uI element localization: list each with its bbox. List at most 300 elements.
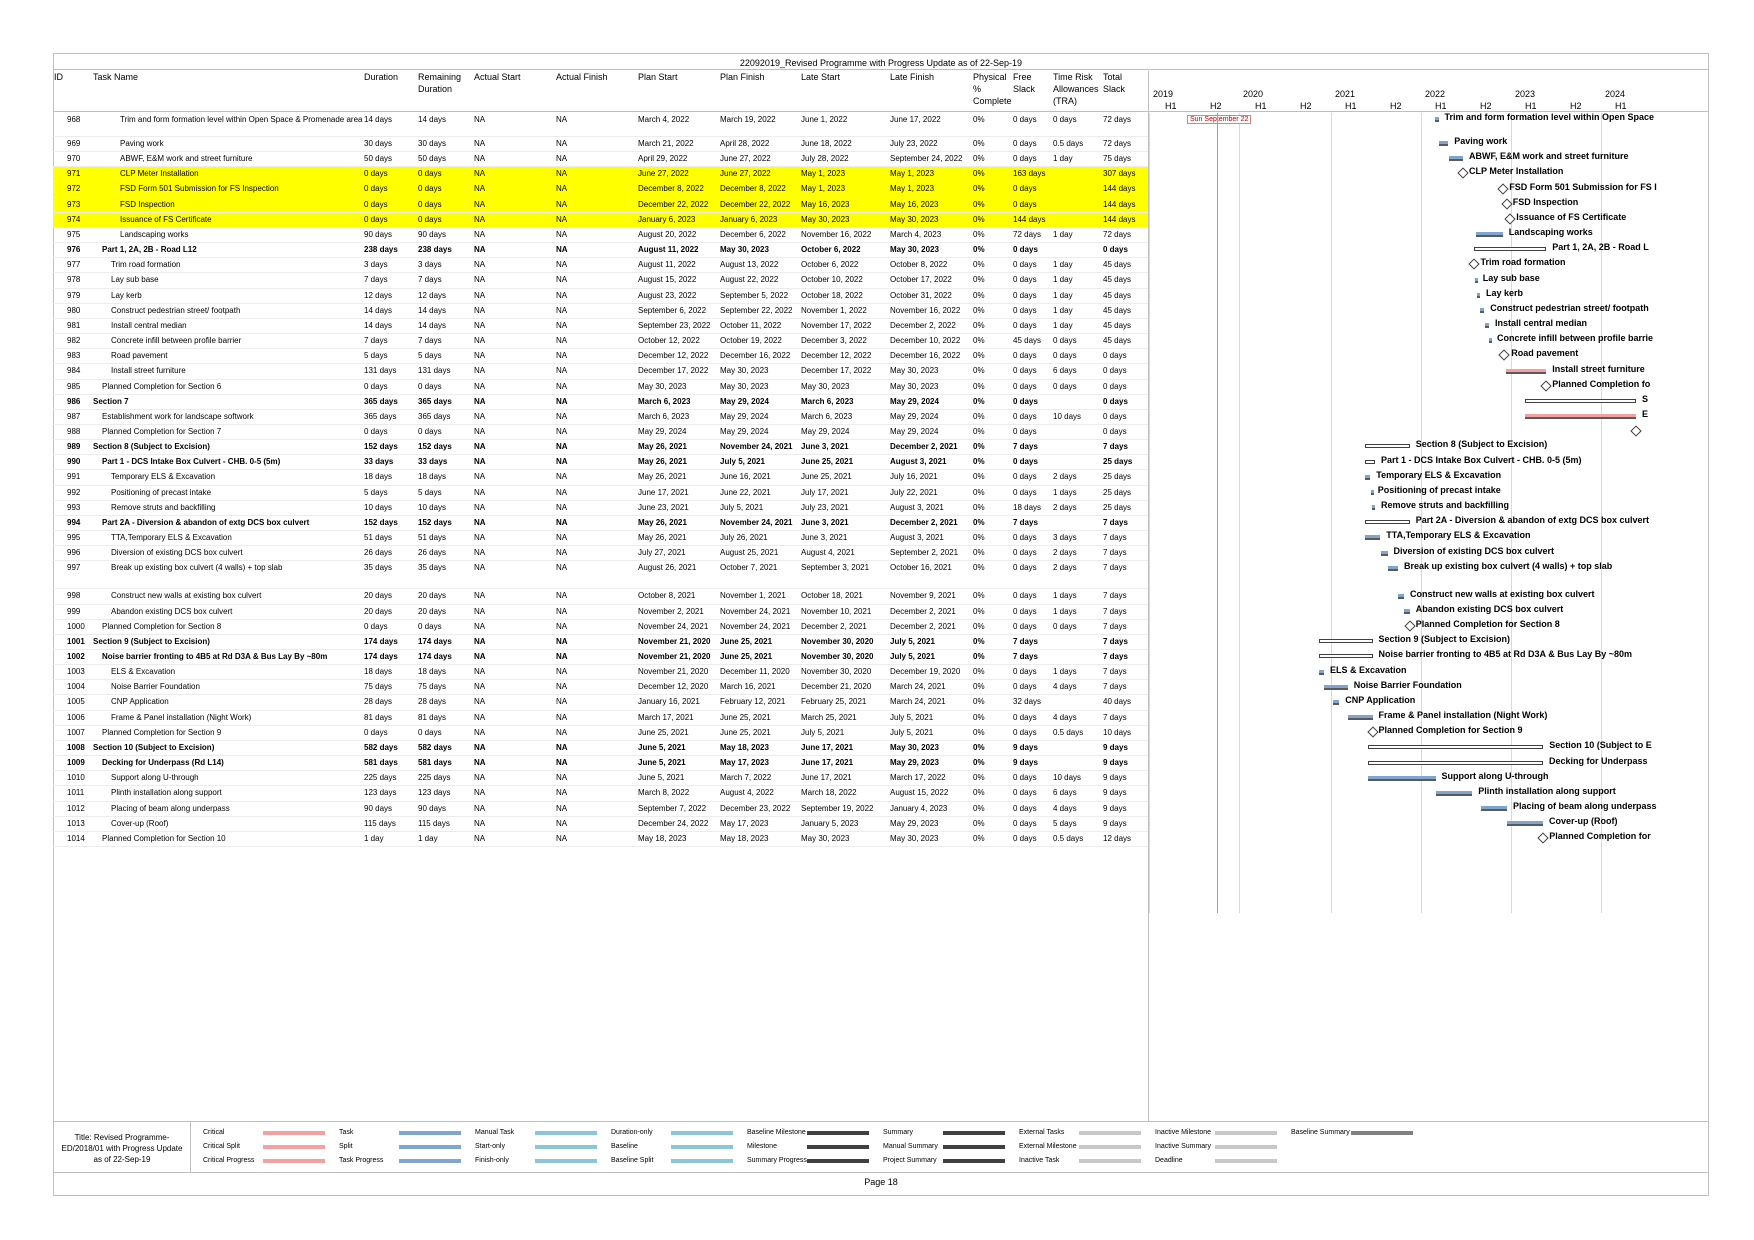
- cell-pf: March 19, 2022: [720, 115, 776, 124]
- table-row[interactable]: [53, 395, 1148, 410]
- cell-pf: October 11, 2022: [720, 320, 782, 330]
- table-row[interactable]: [53, 817, 1148, 832]
- table-row[interactable]: [53, 113, 1148, 137]
- cell-pf: November 24, 2021: [720, 606, 791, 616]
- summary-bar[interactable]: [1365, 460, 1375, 464]
- cell-lf: December 10, 2022: [890, 336, 961, 346]
- gantt-bar-label: Construct new walls at existing box culvert: [1410, 588, 1595, 599]
- cell-lf: October 17, 2022: [890, 275, 952, 285]
- table-row[interactable]: [53, 486, 1148, 501]
- cell-as: NA: [474, 621, 486, 631]
- cell-fs: 0 days: [1013, 290, 1037, 300]
- cell-dur: 131 days: [364, 366, 397, 376]
- cell-dur: 0 days: [364, 169, 388, 179]
- col-header-free-slack[interactable]: Free Slack: [1013, 72, 1036, 94]
- gantt-bar-label: Planned Completion fo: [1552, 378, 1651, 389]
- cell-lf: March 4, 2023: [890, 229, 942, 239]
- gantt-bar-label: CNP Application: [1345, 694, 1416, 705]
- task-bar[interactable]: [1398, 594, 1404, 599]
- cell-as: NA: [474, 548, 486, 558]
- cell-lf: August 15, 2022: [890, 788, 949, 798]
- milestone-marker[interactable]: [1505, 213, 1516, 224]
- cell-lf: July 5, 2021: [890, 652, 935, 661]
- cell-ps: June 25, 2021: [638, 727, 689, 737]
- task-bar[interactable]: [1371, 490, 1374, 495]
- cell-dur: 0 days: [364, 621, 388, 631]
- cell-af: NA: [556, 381, 568, 391]
- cell-ts: 0 days: [1103, 366, 1127, 376]
- cell-tra: 10 days: [1053, 773, 1082, 783]
- task-bar[interactable]: [1372, 505, 1375, 510]
- cell-dur: 0 days: [364, 727, 388, 737]
- task-bar[interactable]: [1365, 475, 1370, 480]
- cell-lf: October 16, 2021: [890, 563, 952, 573]
- table-row[interactable]: [53, 152, 1148, 167]
- cell-pc: 0%: [973, 351, 985, 361]
- table-row[interactable]: [53, 695, 1148, 710]
- table-row[interactable]: [53, 213, 1148, 228]
- cell-rem: 20 days: [418, 591, 447, 601]
- gantt-bar-label: Abandon existing DCS box culvert: [1415, 603, 1564, 614]
- cell-ts: 7 days: [1103, 667, 1127, 677]
- summary-bar[interactable]: [1319, 639, 1373, 643]
- cell-pc: 0%: [973, 366, 985, 376]
- cell-as: NA: [474, 472, 486, 482]
- cell-pf: December 16, 2022: [720, 351, 791, 361]
- table-row[interactable]: [53, 137, 1148, 152]
- table-row[interactable]: [53, 349, 1148, 364]
- cell-af: NA: [556, 260, 568, 270]
- table-row[interactable]: [53, 516, 1148, 531]
- cell-pc: 0%: [973, 472, 985, 482]
- cell-dur: 90 days: [364, 803, 393, 813]
- cell-af: NA: [556, 396, 568, 406]
- cell-rem: 12 days: [418, 290, 447, 300]
- table-row[interactable]: [53, 680, 1148, 695]
- cell-tra: 1 day: [1053, 320, 1073, 330]
- cell-name: Temporary ELS & Excavation: [111, 472, 216, 482]
- legend-symbol: [943, 1159, 1005, 1163]
- cell-rem: 35 days: [418, 563, 447, 573]
- cell-rem: 26 days: [418, 548, 447, 558]
- timescale-half: H2: [1210, 101, 1222, 111]
- col-header-late-finish[interactable]: Late Finish: [890, 72, 935, 82]
- cell-tra: 1 days: [1053, 667, 1077, 677]
- table-row[interactable]: [53, 167, 1148, 182]
- cell-ts: 7 days: [1103, 636, 1128, 646]
- cell-tra: 0.5 days: [1053, 139, 1084, 148]
- cell-lf: May 30, 2023: [890, 366, 939, 376]
- cell-id: 982: [67, 336, 81, 346]
- table-row[interactable]: [53, 786, 1148, 801]
- summary-bar[interactable]: [1525, 399, 1636, 403]
- cell-ls: June 3, 2021: [801, 442, 849, 452]
- table-row[interactable]: [53, 334, 1148, 349]
- gantt-bar-label: Positioning of precast intake: [1377, 484, 1501, 495]
- legend-item-label: Duration-only: [611, 1129, 653, 1136]
- cell-name: FSD Inspection: [120, 199, 175, 209]
- table-header-rule: [53, 111, 1148, 112]
- cell-lf: December 2, 2021: [890, 621, 956, 631]
- table-row[interactable]: [53, 319, 1148, 334]
- gantt-bar-label: FSD Form 501 Submission for FS I: [1509, 181, 1657, 192]
- legend-symbol: [1079, 1131, 1141, 1135]
- cell-rem: 152 days: [418, 442, 452, 452]
- cell-lf: March 24, 2021: [890, 682, 946, 692]
- milestone-marker[interactable]: [1468, 259, 1479, 270]
- cell-af: NA: [556, 305, 568, 315]
- cell-af: NA: [556, 563, 568, 573]
- task-bar[interactable]: [1476, 232, 1503, 237]
- cell-pf: June 25, 2021: [720, 712, 771, 722]
- table-row[interactable]: [53, 364, 1148, 379]
- cell-id: 997: [67, 563, 81, 573]
- summary-bar[interactable]: [1319, 654, 1373, 658]
- table-row[interactable]: [53, 635, 1148, 650]
- gantt-bar-label: Cover-up (Roof): [1549, 816, 1618, 827]
- cell-fs: 0 days: [1013, 591, 1037, 601]
- cell-dur: 12 days: [364, 290, 393, 300]
- cell-fs: 0 days: [1013, 487, 1037, 497]
- table-row[interactable]: [53, 771, 1148, 786]
- cell-fs: 7 days: [1013, 442, 1038, 452]
- table-row[interactable]: [53, 501, 1148, 516]
- cell-fs: 163 days: [1013, 169, 1046, 179]
- table-row[interactable]: [53, 726, 1148, 741]
- cell-dur: 7 days: [364, 275, 388, 285]
- legend-item-label: External Milestone: [1019, 1143, 1077, 1150]
- cell-ts: 9 days: [1103, 803, 1127, 813]
- cell-pf: March 16, 2021: [720, 682, 776, 692]
- cell-ts: 7 days: [1103, 621, 1127, 631]
- table-row[interactable]: [53, 182, 1148, 197]
- cell-ls: December 3, 2022: [801, 336, 867, 346]
- col-header-plan-start[interactable]: Plan Start: [638, 72, 678, 82]
- table-row[interactable]: [53, 589, 1148, 604]
- table-row[interactable]: [53, 440, 1148, 455]
- cell-lf: July 5, 2021: [890, 636, 935, 646]
- cell-dur: 75 days: [364, 682, 393, 692]
- table-row[interactable]: [53, 380, 1148, 395]
- summary-bar[interactable]: [1474, 247, 1546, 251]
- table-row[interactable]: [53, 756, 1148, 771]
- cell-dur: 20 days: [364, 591, 393, 601]
- cell-pc: 0%: [973, 517, 985, 527]
- table-row[interactable]: [53, 741, 1148, 756]
- summary-bar[interactable]: [1365, 520, 1410, 524]
- legend-symbol: [1215, 1145, 1277, 1149]
- cell-pc: 0%: [973, 697, 985, 707]
- page-number: Page 18: [864, 1177, 898, 1187]
- cell-id: 991: [67, 472, 81, 482]
- cell-rem: 90 days: [418, 229, 447, 239]
- cell-tra: 0.5 days: [1053, 727, 1084, 737]
- col-header-total-slack[interactable]: Total Slack: [1103, 72, 1126, 94]
- cell-rem: 51 days: [418, 533, 447, 543]
- gantt-bar-label: Install central median: [1495, 318, 1588, 329]
- cell-fs: 0 days: [1013, 788, 1037, 798]
- cell-ts: 45 days: [1103, 336, 1132, 346]
- cell-lf: December 2, 2021: [890, 517, 958, 527]
- cell-ls: May 30, 2023: [801, 833, 850, 843]
- task-bar[interactable]: [1477, 293, 1480, 298]
- cell-dur: 152 days: [364, 517, 398, 527]
- cell-pf: August 13, 2022: [720, 260, 779, 270]
- task-bar[interactable]: [1319, 670, 1324, 675]
- summary-bar[interactable]: [1368, 761, 1544, 765]
- cell-tra: 4 days: [1053, 712, 1077, 722]
- cell-lf: December 2, 2021: [890, 442, 958, 452]
- cell-af: NA: [556, 591, 568, 601]
- cell-id: 984: [67, 366, 81, 376]
- col-header-actual-finish[interactable]: Actual Finish: [556, 72, 608, 82]
- table-row[interactable]: [53, 243, 1148, 258]
- cell-name: Planned Completion for Section 8: [102, 621, 222, 631]
- task-bar[interactable]: [1368, 776, 1436, 781]
- table-row[interactable]: [53, 561, 1148, 589]
- cell-lf: October 8, 2022: [890, 260, 948, 270]
- task-bar[interactable]: [1333, 700, 1340, 705]
- cell-ts: 7 days: [1103, 682, 1127, 692]
- cell-fs: 0 days: [1013, 154, 1037, 164]
- col-header-id[interactable]: ID: [54, 72, 63, 82]
- cell-pc: 0%: [973, 199, 985, 209]
- cell-as: NA: [474, 563, 486, 573]
- legend-divider: [190, 1122, 191, 1172]
- table-row[interactable]: [53, 711, 1148, 726]
- cell-rem: 0 days: [418, 169, 442, 179]
- cell-pf: June 27, 2022: [720, 169, 771, 179]
- cell-pc: 0%: [973, 667, 985, 677]
- cell-pf: December 11, 2020: [720, 667, 790, 677]
- cell-as: NA: [474, 591, 486, 601]
- table-row[interactable]: [53, 425, 1148, 440]
- task-bar[interactable]: [1480, 308, 1484, 313]
- cell-as: NA: [474, 320, 486, 330]
- year-gridline: [1331, 113, 1332, 913]
- gantt-bar-label: Diversion of existing DCS box culvert: [1393, 545, 1555, 556]
- cell-ps: March 6, 2023: [638, 396, 691, 406]
- legend-symbol: [943, 1131, 1005, 1135]
- cell-pf: December 6, 2022: [720, 229, 786, 239]
- timescale-half: H1: [1525, 101, 1537, 111]
- cell-pc: 0%: [973, 487, 985, 497]
- table-row[interactable]: [53, 531, 1148, 546]
- col-header-late-start[interactable]: Late Start: [801, 72, 841, 82]
- cell-tra: 0.5 days: [1053, 833, 1084, 843]
- legend-item-label: Critical Progress: [203, 1157, 255, 1164]
- cell-ps: August 15, 2022: [638, 275, 697, 285]
- cell-pf: November 24, 2021: [720, 442, 793, 452]
- cell-fs: 0 days: [1013, 320, 1037, 330]
- task-bar[interactable]: [1449, 156, 1464, 161]
- cell-dur: 14 days: [364, 115, 393, 124]
- summary-bar[interactable]: [1368, 745, 1544, 749]
- col-header-plan-finish[interactable]: Plan Finish: [720, 72, 765, 82]
- milestone-marker[interactable]: [1498, 183, 1509, 194]
- cell-as: NA: [474, 290, 486, 300]
- milestone-marker[interactable]: [1457, 168, 1468, 179]
- task-bar[interactable]: [1436, 791, 1473, 796]
- cell-af: NA: [556, 320, 568, 330]
- cell-as: NA: [474, 502, 486, 512]
- cell-ls: February 25, 2021: [801, 697, 867, 707]
- table-row[interactable]: [53, 665, 1148, 680]
- cell-pf: October 7, 2021: [720, 563, 778, 573]
- cell-fs: 9 days: [1013, 758, 1038, 768]
- task-bar[interactable]: [1489, 338, 1492, 343]
- milestone-marker[interactable]: [1630, 426, 1641, 437]
- cell-fs: 9 days: [1013, 742, 1038, 752]
- cell-ps: January 6, 2023: [638, 214, 696, 224]
- cell-ps: December 22, 2022: [638, 199, 709, 209]
- cell-tra: 1 day: [1053, 275, 1073, 285]
- cell-dur: 0 days: [364, 381, 388, 391]
- table-row[interactable]: [53, 470, 1148, 485]
- cell-ts: 7 days: [1103, 442, 1128, 452]
- gantt-bar-label: Install street furniture: [1552, 363, 1645, 374]
- cell-fs: 18 days: [1013, 502, 1042, 512]
- cell-id: 987: [67, 411, 81, 421]
- cell-ps: May 26, 2021: [638, 533, 687, 543]
- col-header-actual-start[interactable]: Actual Start: [474, 72, 521, 82]
- cell-as: NA: [474, 833, 486, 843]
- task-bar[interactable]: [1365, 535, 1380, 540]
- cell-fs: 7 days: [1013, 636, 1038, 646]
- gantt-bar-label: Planned Completion for Section 9: [1378, 725, 1523, 736]
- col-header-remaining-duration[interactable]: Remaining Duration: [418, 72, 462, 94]
- milestone-marker[interactable]: [1367, 727, 1378, 738]
- cell-ps: November 21, 2020: [638, 667, 709, 677]
- cell-ps: December 17, 2022: [638, 366, 709, 376]
- task-bar[interactable]: [1439, 141, 1448, 146]
- cell-ps: June 17, 2021: [638, 487, 689, 497]
- cell-af: NA: [556, 502, 568, 512]
- legend-symbol: [671, 1159, 733, 1163]
- cell-id: 971: [67, 169, 81, 179]
- legend-item-label: Summary: [883, 1129, 913, 1136]
- task-bar[interactable]: [1481, 806, 1508, 811]
- cell-ls: May 16, 2023: [801, 199, 850, 209]
- cell-ts: 9 days: [1103, 773, 1127, 783]
- cell-name: Install street furniture: [111, 366, 186, 376]
- cell-pc: 0%: [973, 591, 985, 601]
- task-bar[interactable]: [1404, 609, 1410, 614]
- table-row[interactable]: [53, 546, 1148, 561]
- cell-id: 1008: [67, 742, 85, 752]
- task-bar[interactable]: [1348, 715, 1373, 720]
- cell-as: NA: [474, 742, 486, 752]
- col-header-duration[interactable]: Duration: [364, 72, 399, 82]
- cell-dur: 90 days: [364, 229, 393, 239]
- milestone-marker[interactable]: [1404, 620, 1415, 631]
- gantt-bar-label: Support along U-through: [1441, 770, 1549, 781]
- table-row[interactable]: [53, 258, 1148, 273]
- table-row[interactable]: [53, 802, 1148, 817]
- task-bar[interactable]: [1525, 414, 1636, 419]
- timescale-year: 2021: [1335, 89, 1356, 99]
- cell-pc: 0%: [973, 229, 985, 239]
- task-bar[interactable]: [1435, 117, 1439, 122]
- cell-lf: May 30, 2023: [890, 245, 939, 255]
- milestone-marker[interactable]: [1541, 380, 1552, 391]
- table-row[interactable]: [53, 198, 1148, 213]
- cell-tra: 1 day: [1053, 260, 1073, 270]
- table-row[interactable]: [53, 605, 1148, 620]
- cell-af: NA: [556, 411, 568, 421]
- task-bar[interactable]: [1507, 821, 1543, 826]
- cell-pc: 0%: [973, 563, 985, 573]
- cell-pf: June 16, 2021: [720, 472, 771, 482]
- cell-af: NA: [556, 697, 568, 707]
- cell-id: 1001: [67, 636, 85, 646]
- task-bar[interactable]: [1475, 278, 1478, 283]
- task-bar[interactable]: [1485, 323, 1490, 328]
- cell-pc: 0%: [973, 457, 985, 467]
- cell-rem: 174 days: [418, 636, 452, 646]
- cell-ts: 9 days: [1103, 742, 1128, 752]
- cell-rem: 123 days: [418, 788, 451, 798]
- cell-ts: 40 days: [1103, 697, 1132, 707]
- table-row[interactable]: [53, 228, 1148, 243]
- cell-lf: May 30, 2023: [890, 742, 939, 752]
- cell-fs: 0 days: [1013, 366, 1037, 376]
- cell-as: NA: [474, 818, 486, 828]
- table-row[interactable]: [53, 304, 1148, 319]
- col-header-physical-complete[interactable]: Physical % Complete: [973, 72, 1012, 106]
- task-bar[interactable]: [1381, 551, 1388, 556]
- cell-dur: 50 days: [364, 154, 393, 164]
- cell-as: NA: [474, 336, 486, 346]
- cell-af: NA: [556, 290, 568, 300]
- cell-pf: May 18, 2023: [720, 833, 769, 843]
- cell-name: Frame & Panel installation (Night Work): [111, 712, 252, 722]
- timescale-year: 2019: [1153, 89, 1174, 99]
- cell-rem: 7 days: [418, 336, 442, 346]
- cell-pf: May 17, 2023: [720, 758, 769, 768]
- cell-pc: 0%: [973, 442, 985, 452]
- cell-ts: 144 days: [1103, 214, 1136, 224]
- table-row[interactable]: [53, 410, 1148, 425]
- header-rule: [53, 69, 1709, 70]
- cell-ps: May 30, 2023: [638, 381, 687, 391]
- cell-dur: 14 days: [364, 320, 393, 330]
- summary-bar[interactable]: [1365, 444, 1410, 448]
- legend-symbol: [807, 1159, 869, 1163]
- task-bar[interactable]: [1324, 685, 1348, 690]
- table-row[interactable]: [53, 289, 1148, 304]
- milestone-marker[interactable]: [1499, 350, 1510, 361]
- cell-fs: 0 days: [1013, 712, 1037, 722]
- legend-symbol: [807, 1145, 869, 1149]
- col-header-tra[interactable]: Time Risk Allowances (TRA): [1053, 72, 1099, 106]
- table-row[interactable]: [53, 273, 1148, 288]
- table-row[interactable]: [53, 832, 1148, 847]
- col-header-task-name[interactable]: Task Name: [93, 72, 139, 82]
- cell-id: 1014: [67, 833, 85, 843]
- table-row[interactable]: [53, 650, 1148, 665]
- table-row[interactable]: [53, 620, 1148, 635]
- legend-item-label: Deadline: [1155, 1157, 1183, 1164]
- cell-dur: 365 days: [364, 396, 398, 406]
- cell-dur: 0 days: [364, 426, 388, 436]
- task-bar[interactable]: [1388, 566, 1398, 571]
- cell-ps: August 20, 2022: [638, 229, 697, 239]
- table-row[interactable]: [53, 455, 1148, 470]
- task-bar[interactable]: [1506, 369, 1547, 374]
- gantt-bar-label: Part 2A - Diversion & abandon of extg DCS box culvert: [1415, 515, 1649, 526]
- milestone-marker[interactable]: [1538, 833, 1549, 844]
